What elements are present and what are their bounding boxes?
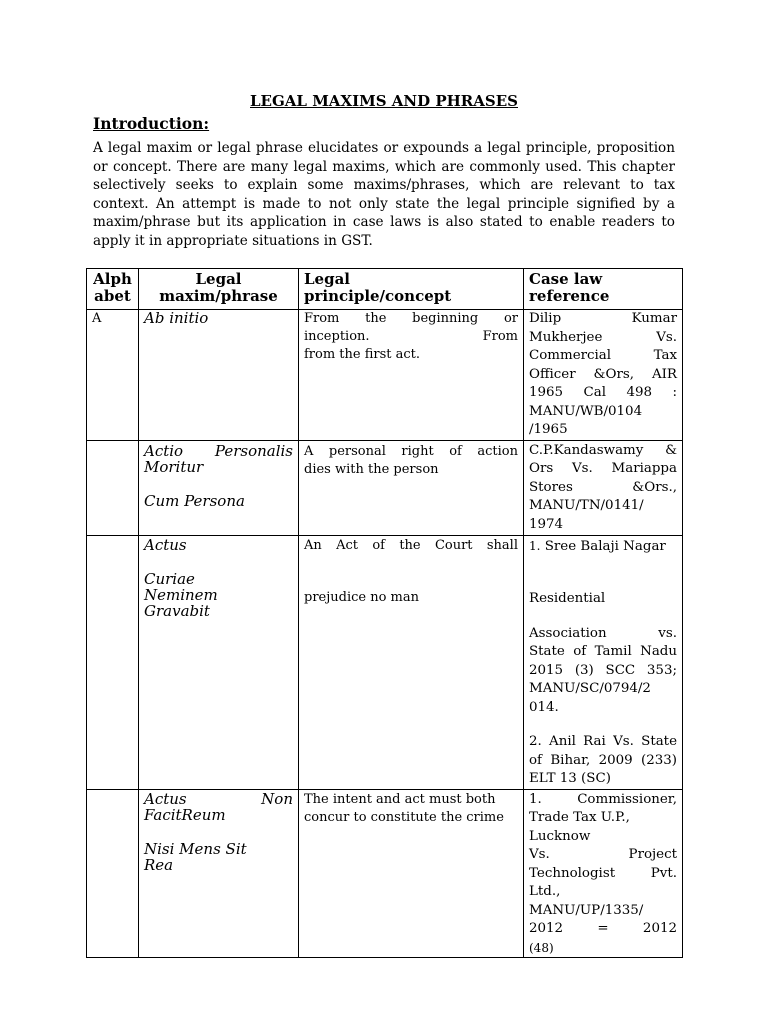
maxim-cell: Actus Curiae Neminem Gravabit [139,535,299,789]
maxim-cell: Actus Non FacitReum Nisi Mens Sit Rea [139,789,299,958]
caselaw-cell: 1. Commissioner, Trade Tax U.P., Lucknow Vs. Project Technologist Pvt. Ltd., MANU/UP/1335/ 2012 = 2012 (48) [524,789,683,958]
header-caselaw: Case law reference [524,269,683,310]
principle-cell: The intent and act must both concur to constitute the crime [299,789,524,958]
maxim-cell: Ab initio [139,310,299,441]
table-row [87,789,683,958]
caselaw-cell: Dilip Kumar Mukherjee Vs. Commercial Tax Officer &Ors, AIR 1965 Cal 498 : MANU/WB/0104 /1965 [524,310,683,441]
maxim-cell: Actio Personalis Moritur Cum Persona [139,440,299,535]
page-title: LEGAL MAXIMS AND PHRASES [250,92,518,110]
table-row [87,310,683,441]
principle-cell: From the beginning or inception. From from the first act. [299,310,524,441]
alphabet-cell [87,440,139,535]
header-maxim: Legal maxim/phrase [139,269,299,310]
legal-maxims-table [86,268,683,958]
header-principle: Legal principle/concept [299,269,524,310]
principle-cell: An Act of the Court shall prejudice no man [299,535,524,789]
caselaw-cell: 1. Sree Balaji Nagar Residential Association vs. State of Tamil Nadu 2015 (3) SCC 353; MANU/SC/0794/2 014. 2. Anil Rai Vs. State of Bihar, 2009 (233) ELT 13 (SC) [524,535,683,789]
caselaw-cell: C.P.Kandaswamy & Ors Vs. Mariappa Stores &Ors., MANU/TN/0141/ 1974 [524,440,683,535]
alphabet-cell [87,535,139,789]
alphabet-cell [87,789,139,958]
intro-paragraph: A legal maxim or legal phrase elucidates or expounds a legal principle, proposition or concept. There are many legal maxims, which are commonly used. This chapter selectively seeks to explain some maxims/phrases, which are relevant to tax context. An attempt is made to not only state the legal principle signified by a maxim/phrase but its application in case laws is also stated to enable readers to apply it in appropriate situations in GST. [93,140,675,249]
table-row [87,535,683,789]
principle-cell: A personal right of action dies with the person [299,440,524,535]
header-alphabet: Alph abet [87,269,139,310]
alphabet-cell: A [87,310,139,441]
intro-heading: Introduction: [93,114,210,133]
table-row [87,440,683,535]
table-header-row [87,269,683,310]
